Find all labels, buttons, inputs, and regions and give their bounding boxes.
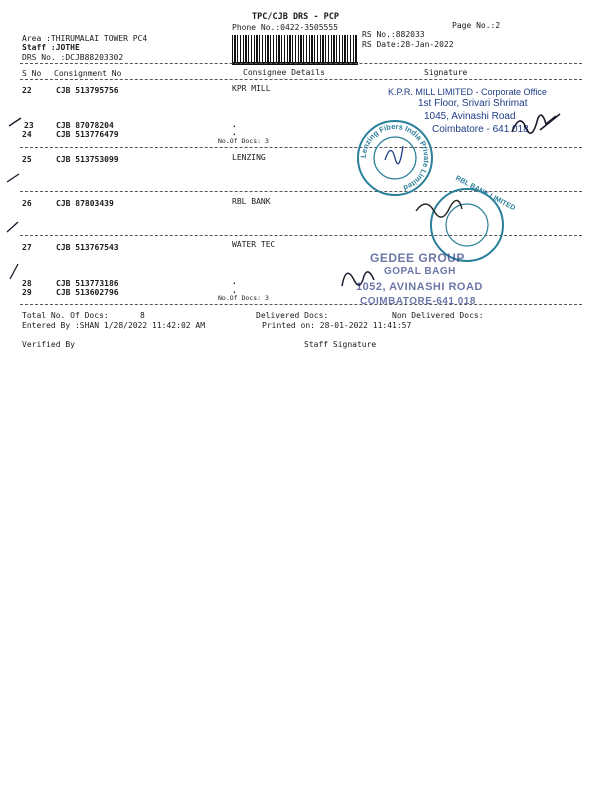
row-consignee: LENZING xyxy=(232,153,266,162)
staff-label: Staff :JOTHE xyxy=(22,43,80,52)
entered-by: Entered By :SHAN 1/28/2022 11:42:02 AM xyxy=(22,321,206,330)
area-label: Area :THIRUMALAI TOWER PC4 xyxy=(22,34,148,43)
row-consignment: CJB 513795756 xyxy=(56,86,119,95)
staff-signature-label: Staff Signature xyxy=(304,340,377,349)
total-docs-value: 8 xyxy=(140,311,145,320)
tick-mark-icon xyxy=(6,172,22,184)
tick-mark-icon xyxy=(6,220,20,234)
kpr-stamp-line: 1045, Avinashi Road xyxy=(424,111,516,122)
divider xyxy=(20,79,582,80)
row-consignee: . xyxy=(232,286,237,295)
row-sno: 29 xyxy=(22,288,32,297)
row-consignee: KPR MILL xyxy=(232,84,271,93)
row-consignment: CJB 513602796 xyxy=(56,288,119,297)
signature-gedee-icon xyxy=(338,262,378,292)
barcode xyxy=(232,35,358,65)
delivered-docs-label: Delivered Docs: xyxy=(256,311,329,320)
row-sno: 23 xyxy=(24,121,34,130)
divider xyxy=(20,304,582,305)
row-consignment: CJB 513776479 xyxy=(56,130,119,139)
column-header-consignment: Consignment No xyxy=(54,69,122,78)
verified-by-label: Verified By xyxy=(22,340,75,349)
docs-count-note: No.Of Docs: 3 xyxy=(218,294,269,302)
row-sno: 24 xyxy=(22,130,32,139)
column-header-signature: Signature xyxy=(424,68,468,77)
rs-date: RS Date:28-Jan-2022 xyxy=(362,40,454,49)
divider xyxy=(20,147,582,148)
row-consignment: CJB 513767543 xyxy=(56,243,119,252)
rbl-seal-text: RBL BANK LIMITED xyxy=(454,174,517,213)
printed-on: Printed on: 28-01-2022 11:41:57 xyxy=(262,321,412,330)
kpr-stamp-line: 1st Floor, Srivari Shrimat xyxy=(418,98,528,109)
signature-kpr-icon xyxy=(510,110,570,140)
lenzing-seal-icon xyxy=(355,118,435,198)
gedee-stamp-line: GOPAL BAGH xyxy=(384,266,456,277)
row-consignment: CJB 513753099 xyxy=(56,155,119,164)
row-consignee: RBL BANK xyxy=(232,197,271,206)
row-sno: 25 xyxy=(22,155,32,164)
row-consignment: CJB 87078204 xyxy=(56,121,114,130)
drs-number: DRS No. :DCJB88203302 xyxy=(22,53,124,62)
row-consignee: . xyxy=(232,128,237,137)
kpr-stamp-line: K.P.R. MILL LIMITED - Corporate Office xyxy=(388,87,547,97)
non-delivered-docs-label: Non Delivered Docs: xyxy=(392,311,484,320)
row-consignment: CJB 513773186 xyxy=(56,279,119,288)
row-consignee: . xyxy=(232,120,237,129)
row-sno: 28 xyxy=(22,279,32,288)
rs-number: RS No.:882033 xyxy=(362,30,425,39)
row-consignee: WATER TEC xyxy=(232,240,276,249)
gedee-stamp-line: COIMBATORE-641 018 xyxy=(360,296,476,307)
gedee-stamp-line: 1052, AVINASHI ROAD xyxy=(356,281,483,293)
divider xyxy=(20,63,582,64)
docs-count-note: No.Of Docs: 3 xyxy=(218,137,269,145)
page-number: Page No.:2 xyxy=(452,21,501,30)
kpr-stamp-line: Coimbatore - 641 018 xyxy=(432,124,529,135)
row-sno: 26 xyxy=(22,199,32,208)
total-docs-label: Total No. Of Docs: xyxy=(22,311,109,320)
tick-mark-icon xyxy=(8,262,20,280)
phone-number: Phone No.:0422-3505555 xyxy=(232,23,338,32)
row-sno: 27 xyxy=(22,243,32,252)
column-header-sno: S No xyxy=(22,69,42,78)
column-header-consignee: Consignee Details xyxy=(243,68,325,77)
row-consignee: . xyxy=(232,277,237,286)
gedee-stamp-line: GEDEE GROUP xyxy=(370,251,465,265)
lenzing-seal-text: Lenzing Fibers India Private Limited xyxy=(358,121,432,193)
row-consignment: CJB 87803439 xyxy=(56,199,114,208)
document-title: TPC/CJB DRS - PCP xyxy=(252,12,339,22)
tick-mark-icon xyxy=(8,116,24,128)
row-sno: 22 xyxy=(22,86,32,95)
